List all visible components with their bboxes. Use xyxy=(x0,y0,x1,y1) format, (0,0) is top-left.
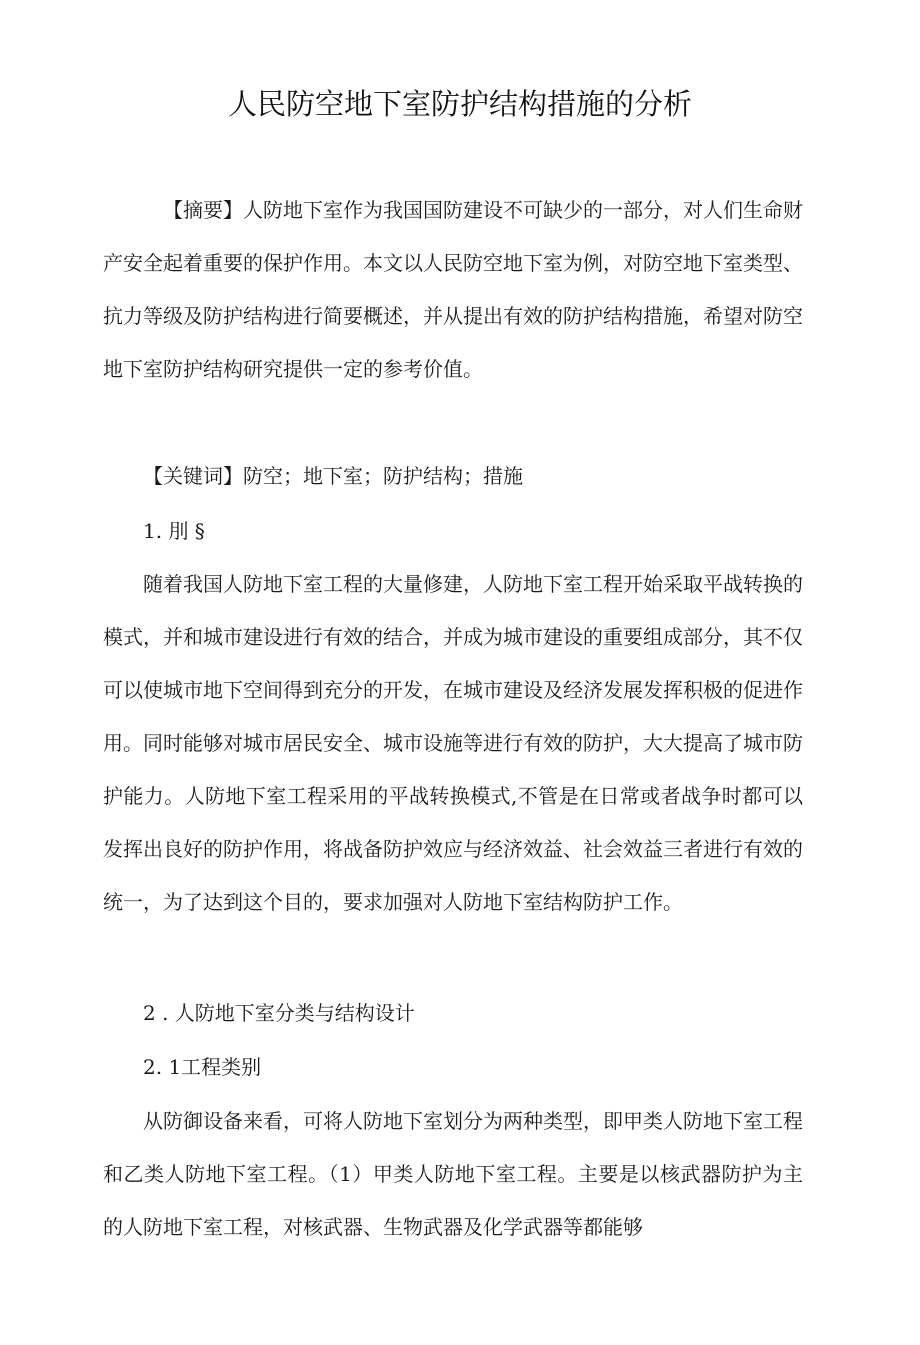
section-1-heading: 1. 刖 § xyxy=(143,519,205,543)
document-title: 人民防空地下室防护结构措施的分析 xyxy=(227,87,692,121)
section-1-body: 随着我国人防地下室工程的大量修建，人防地下室工程开始采取平战转换的模式，并和城市建设进行有效的结合，并成为城市建设的重要组成部分，其不仅可以使城市地下空间得到充分的开发，在城市建设及经济发展发挥积极的促进作用。同时能够对城市居民安全、城市设施等进行有效的防护，大大提高了城市防护能力。人防地下室工程采用的平战转换模式,不管是在日常或者战争时都可以发挥出良好的防护作用，将战备防护效应与经济效益、社会效益三者进行有效的统一，为了达到这个目的，要求加强对人防地下室结构防护工作。 xyxy=(103,572,803,914)
keywords-line: 【关键词】防空；地下室；防护结构；措施 xyxy=(143,464,523,488)
section-2-heading: 2 . 人防地下室分类与结构设计 xyxy=(143,1001,415,1025)
section-2-1-body: 从防御设备来看，可将人防地下室划分为两种类型，即甲类人防地下室工程和乙类人防地下室工程。（1）甲类人防地下室工程。主要是以核武器防护为主的人防地下室工程，对核武器、生物武器及化学武器等都能够 xyxy=(103,1109,803,1239)
abstract-paragraph: 【摘要】人防地下室作为我国国防建设不可缺少的一部分，对人们生命财产安全起着重要的保护作用。本文以人民防空地下室为例，对防空地下室类型、抗力等级及防护结构进行简要概述，并从提出有效的防护结构措施，希望对防空地下室防护结构研究提供一定的参考价值。 xyxy=(103,198,803,381)
section-2-1-heading: 2. 1工程类别 xyxy=(143,1055,262,1079)
